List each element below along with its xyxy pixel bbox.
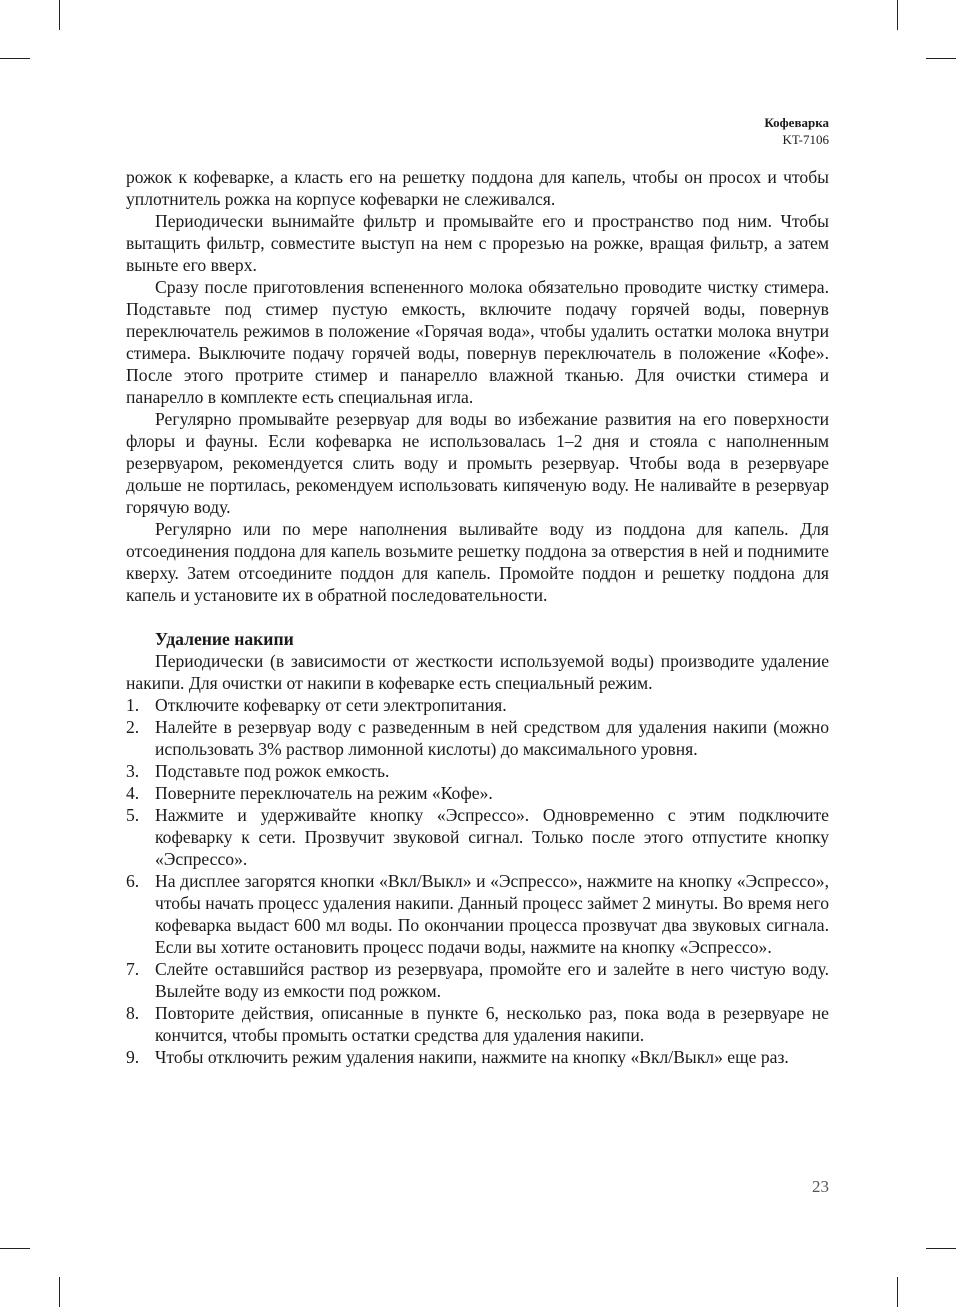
section-heading: Удаление накипи: [155, 629, 294, 649]
list-item: [126, 870, 829, 958]
step-number: 8.: [126, 1003, 140, 1023]
step-number: 1.: [126, 695, 140, 715]
page-number: 23: [812, 1177, 829, 1196]
step-text: Слейте оставшийся раствор из резервуара, промойте его и залейте в него чистую воду. Вылейте воду из емкости под рожком.: [155, 959, 829, 1001]
section-intro: Периодически (в зависимости от жесткости используемой воды) производите удаление накипи. Для очистки от накипи в кофеварке есть специальный режим.: [126, 651, 829, 693]
step-text: Повторите действия, описанные в пункте 6, несколько раз, пока вода в резервуаре не кончится, чтобы промыть остатки средства для удаления накипи.: [155, 1003, 829, 1045]
crop-mark: [59, 0, 60, 30]
header-model: KT-7106: [782, 132, 829, 147]
step-text: Подставьте под рожок емкость.: [155, 761, 390, 781]
step-number: 2.: [126, 717, 140, 737]
step-text: На дисплее загорятся кнопки «Вкл/Выкл» и «Эспрессо», нажмите на кнопку «Эспрессо», чтобы начать процесс удаления накипи. Данный процесс займет 2 минуты. Во время него кофеварка выдаст 600 мл воды. По окончании процесса прозвучат два звуковых сигнала. Если вы хотите остановить процесс подачи воды, нажмите на кнопку «Эспрессо».: [155, 871, 829, 957]
list-item: [126, 804, 829, 870]
crop-mark: [897, 0, 898, 30]
running-header: [764, 114, 829, 148]
step-number: 5.: [126, 805, 140, 825]
crop-mark: [926, 58, 956, 59]
list-item: [126, 1046, 829, 1068]
paragraph: Периодически вынимайте фильтр и промывайте его и пространство под ним. Чтобы вытащить фильтр, совместите выступ на нем с прорезью на рожке, вращая фильтр, а затем выньте его вверх.: [126, 211, 829, 275]
paragraph: Сразу после приготовления вспененного молока обязательно проводите чистку стимера. Подставьте под стимер пустую емкость, включите подачу горячей воды, повернув переключатель режимов в положение «Горячая вода», чтобы удалить остатки молока внутри стимера. Выключите подачу горячей воды, повернув переключатель в положение «Кофе». После этого протрите стимер и панарелло влажной тканью. Для очистки стимера и панарелло в комплекте есть специальная игла.: [126, 277, 829, 407]
step-number: 6.: [126, 871, 140, 891]
list-item: [126, 782, 829, 804]
body-text: [126, 166, 829, 1068]
step-text: Налейте в резервуар воду с разведенным в ней средством для удаления накипи (можно использовать 3% раствор лимонной кислоты) до максимального уровня.: [155, 717, 829, 759]
step-number: 4.: [126, 783, 140, 803]
paragraph: Регулярно промывайте резервуар для воды во избежание развития на его поверхности флоры и фауны. Если кофеварка не использовалась 1–2 дня и стояла с наполненным резервуаром, рекомендуется слить воду и промыть резервуар. Чтобы вода в резервуаре дольше не портилась, рекомендуем использовать кипяченую воду. Не наливайте в резервуар горячую воду.: [126, 409, 829, 517]
list-item: [126, 958, 829, 1002]
list-item: [126, 1002, 829, 1046]
step-text: Чтобы отключить режим удаления накипи, нажмите на кнопку «Вкл/Выкл» еще раз.: [155, 1047, 789, 1067]
paragraph: рожок к кофеварке, а класть его на решетку поддона для капель, чтобы он просох и чтобы уплотнитель рожка на корпусе кофеварки не слеживался.: [126, 167, 829, 209]
list-item: [126, 694, 829, 716]
step-number: 7.: [126, 959, 140, 979]
crop-mark: [59, 1277, 60, 1307]
step-text: Нажмите и удерживайте кнопку «Эспрессо». Одновременно с этим подключите кофеварку к сети. Прозвучит звуковой сигнал. Только после этого отпустите кнопку «Эспрессо».: [155, 805, 829, 869]
list-item: [126, 760, 829, 782]
crop-mark: [0, 1248, 30, 1249]
steps-list: [126, 694, 829, 1068]
step-number: 9.: [126, 1047, 140, 1067]
crop-mark: [926, 1248, 956, 1249]
header-title: Кофеварка: [764, 115, 829, 130]
crop-mark: [0, 58, 30, 59]
step-text: Поверните переключатель на режим «Кофе».: [155, 783, 493, 803]
list-item: [126, 716, 829, 760]
step-number: 3.: [126, 761, 140, 781]
step-text: Отключите кофеварку от сети электропитания.: [155, 695, 507, 715]
crop-mark: [897, 1277, 898, 1307]
paragraph: Регулярно или по мере наполнения выливайте воду из поддона для капель. Для отсоединения поддона для капель возьмите решетку поддона за отверстия в ней и поднимите кверху. Затем отсоедините поддон для капель. Промойте поддон и решетку поддона для капель и установите их в обратной последовательности.: [126, 519, 829, 605]
